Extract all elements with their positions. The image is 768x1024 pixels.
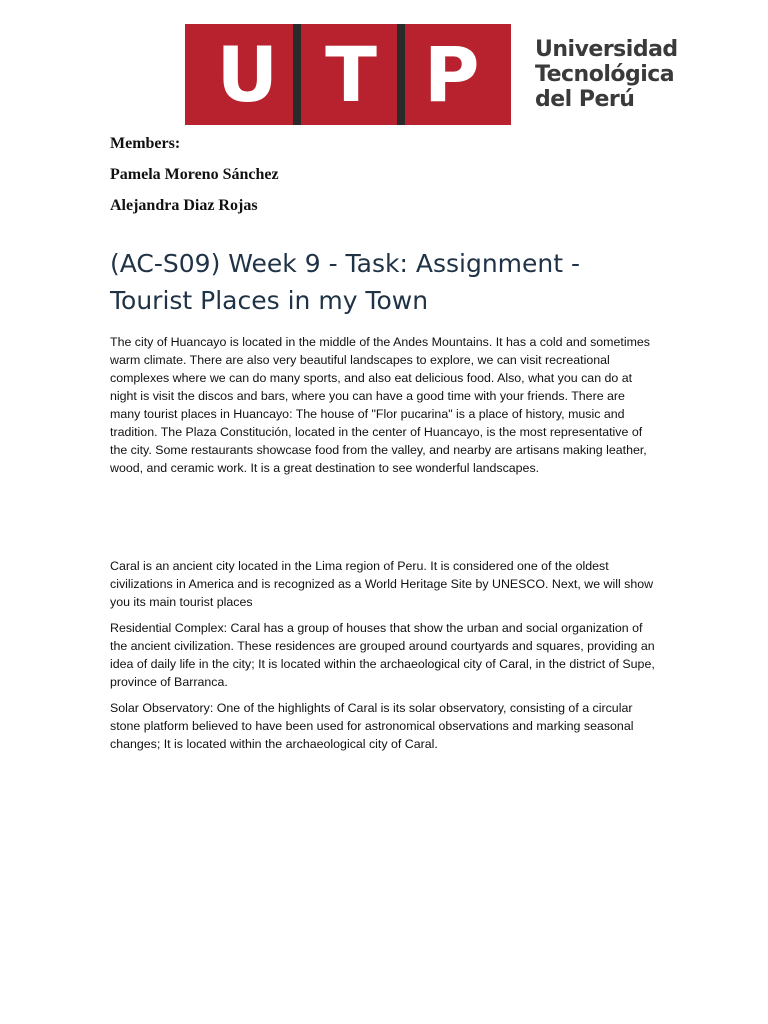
logo-letter-p: P (423, 29, 480, 119)
members-block (110, 134, 279, 227)
document-title: (AC-S09) Week 9 - Task: Assignment - Tourist Places in my Town (110, 249, 581, 315)
logo-university-name (535, 37, 678, 112)
logo-name-line: Tecnológica (535, 62, 675, 87)
utp-logo (185, 24, 685, 125)
paragraph-huancayo: The city of Huancayo is located in the middle of the Andes Mountains. It has a cold and sometimes warm climate. There are also very beautiful landscapes to explore, we can visit recreational complexes where we can do many sports, and also eat delicious food. Also, what you can do at night is visit the discos and bars, where you can have a good time with your friends. There are many tourist places in Huancayo: The house of "Flor pucarina" is a place of history, music and tradition. The Plaza Constitución, located in the center of Huancayo, is the most representative of the city. Some restaurants showcase food from the valley, and nearby are artisans making leather, wood, and ceramic work. It is a great destination to see wonderful landscapes. (110, 335, 650, 475)
logo-letter-u: U (216, 29, 279, 119)
member-name: Alejandra Diaz Rojas (110, 197, 258, 214)
members-heading: Members: (110, 135, 181, 152)
paragraph-residential-complex: Residential Complex: Caral has a group of houses that show the urban and social organization of the ancient civilization. These residences are grouped around courtyards and squares, providing an idea of daily life in the city; It is located within the archaeological city of Caral, in the district of Supe, province of Barranca. (110, 621, 655, 689)
member-name: Pamela Moreno Sánchez (110, 166, 279, 183)
paragraph-caral-intro: Caral is an ancient city located in the Lima region of Peru. It is considered one of the oldest civilizations in America and is recognized as a World Heritage Site by UNESCO. Next, we will show you its main tourist places (110, 559, 654, 609)
paragraph-solar-observatory: Solar Observatory: One of the highlights of Caral is its solar observatory, consisting of a circular stone platform believed to have been used for astronomical observations and marking seasonal changes; It is located within the archaeological city of Caral. (110, 701, 634, 751)
logo-name-line: Universidad (535, 37, 678, 62)
logo-letter-t: T (325, 29, 377, 119)
logo-name-line: del Perú (535, 87, 635, 112)
logo-letters (185, 24, 511, 125)
